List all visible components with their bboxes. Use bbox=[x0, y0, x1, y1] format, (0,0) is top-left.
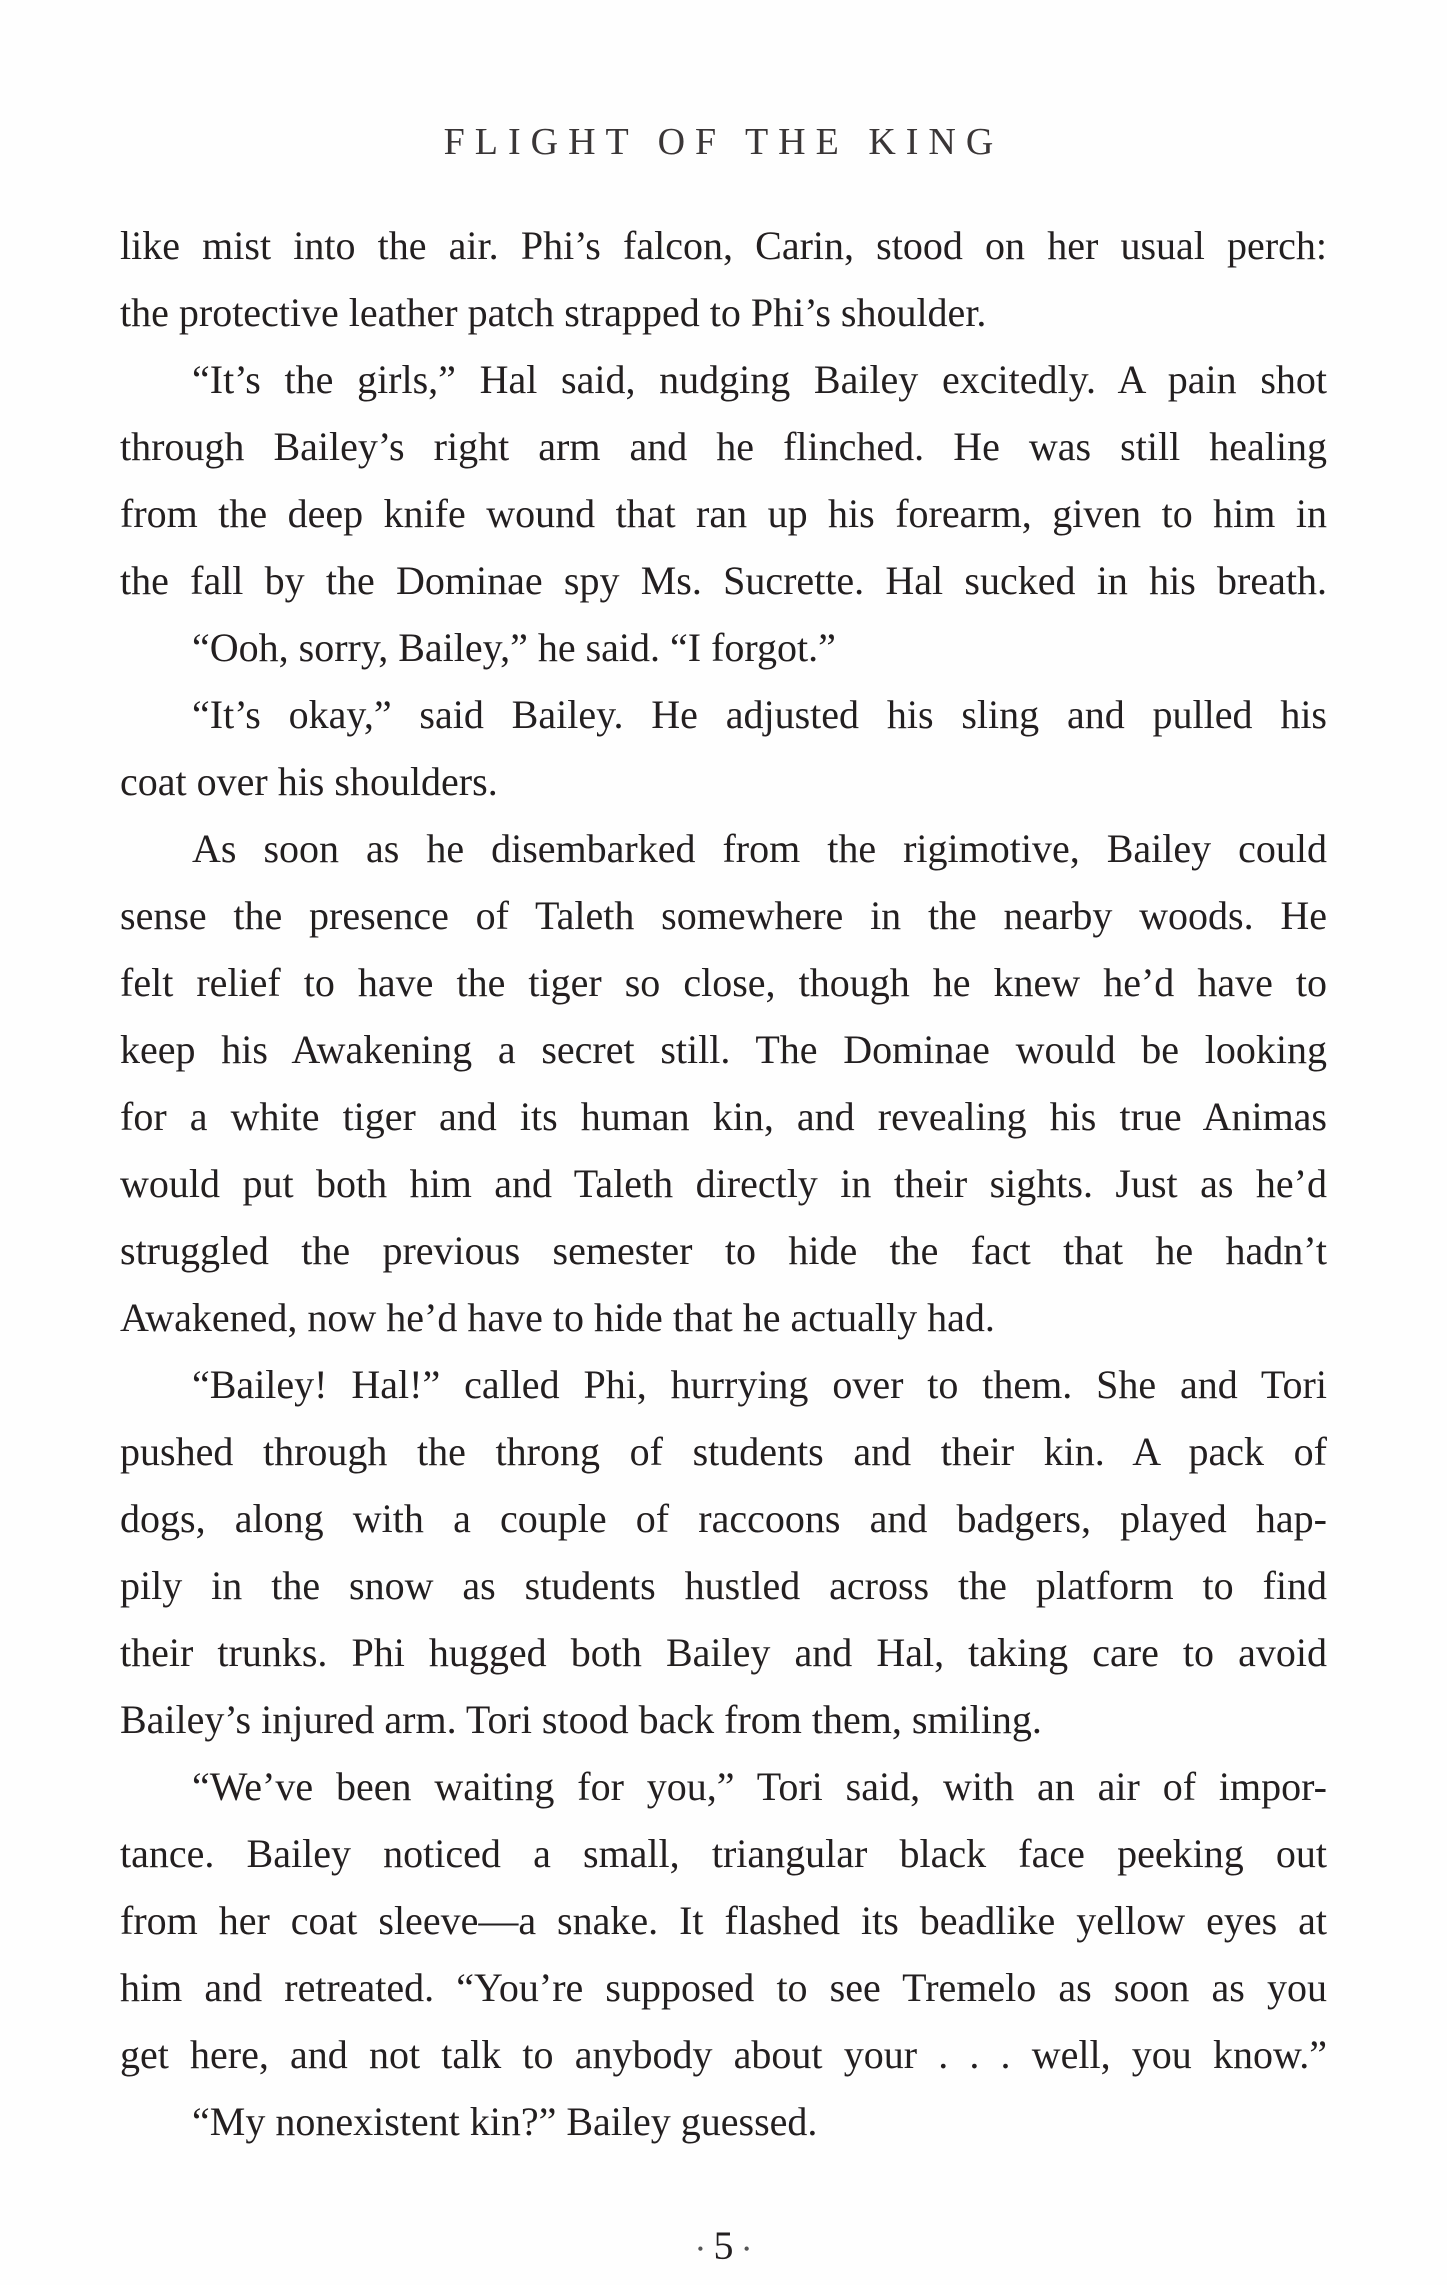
text-line: As soon as he disembarked from the rigimotive, Bailey could bbox=[192, 826, 1327, 871]
text-line: the protective leather patch strapped to Phi’s shoulder. bbox=[120, 290, 987, 335]
text-line: from her coat sleeve—a snake. It flashed its beadlike yellow eyes at bbox=[120, 1898, 1327, 1943]
text-line: would put both him and Taleth directly in their sights. Just as he’d bbox=[120, 1161, 1327, 1206]
text-line: sense the presence of Taleth somewhere in the nearby woods. He bbox=[120, 893, 1327, 938]
text-line: the fall by the Dominae spy Ms. Sucrette. Hal sucked in his breath. bbox=[120, 558, 1327, 603]
page-number bbox=[0, 2222, 1447, 2269]
text-line: him and retreated. “You’re supposed to see Tremelo as soon as you bbox=[120, 1965, 1327, 2010]
text-line: felt relief to have the tiger so close, though he knew he’d have to bbox=[120, 960, 1327, 1005]
text-line: get here, and not talk to anybody about your . . . well, you know.” bbox=[120, 2032, 1327, 2077]
text-line: pily in the snow as students hustled across the platform to find bbox=[120, 1563, 1327, 1608]
folio-ornament-right: • bbox=[743, 2239, 750, 2260]
text-line: tance. Bailey noticed a small, triangular black face peeking out bbox=[120, 1831, 1327, 1876]
text-line: like mist into the air. Phi’s falcon, Carin, stood on her usual perch: bbox=[120, 223, 1327, 268]
body-text bbox=[120, 212, 1327, 2155]
text-line: through Bailey’s right arm and he flinched. He was still healing bbox=[120, 424, 1327, 469]
text-line: their trunks. Phi hugged both Bailey and Hal, taking care to avoid bbox=[120, 1630, 1327, 1675]
text-line: “It’s the girls,” Hal said, nudging Bailey excitedly. A pain shot bbox=[192, 357, 1327, 402]
text-line: “It’s okay,” said Bailey. He adjusted his sling and pulled his bbox=[192, 692, 1327, 737]
text-line: “Ooh, sorry, Bailey,” he said. “I forgot.” bbox=[192, 625, 836, 670]
text-line: from the deep knife wound that ran up his forearm, given to him in bbox=[120, 491, 1327, 536]
text-line: struggled the previous semester to hide the fact that he hadn’t bbox=[120, 1228, 1327, 1273]
text-line: Awakened, now he’d have to hide that he actually had. bbox=[120, 1295, 995, 1340]
text-line: dogs, along with a couple of raccoons and badgers, played hap- bbox=[120, 1496, 1327, 1541]
folio-number: 5 bbox=[713, 2223, 734, 2268]
text-line: pushed through the throng of students and their kin. A pack of bbox=[120, 1429, 1327, 1474]
text-line: “Bailey! Hal!” called Phi, hurrying over to them. She and Tori bbox=[192, 1362, 1327, 1407]
running-head: FLIGHT OF THE KING bbox=[443, 121, 1004, 163]
text-line: “My nonexistent kin?” Bailey guessed. bbox=[192, 2099, 818, 2144]
text-line: “We’ve been waiting for you,” Tori said, with an air of impor- bbox=[192, 1764, 1327, 1809]
folio-ornament-left: • bbox=[697, 2239, 704, 2260]
text-line: coat over his shoulders. bbox=[120, 759, 498, 804]
text-line: Bailey’s injured arm. Tori stood back from them, smiling. bbox=[120, 1697, 1042, 1742]
text-line: for a white tiger and its human kin, and revealing his true Animas bbox=[120, 1094, 1327, 1139]
text-line: keep his Awakening a secret still. The Dominae would be looking bbox=[120, 1027, 1327, 1072]
